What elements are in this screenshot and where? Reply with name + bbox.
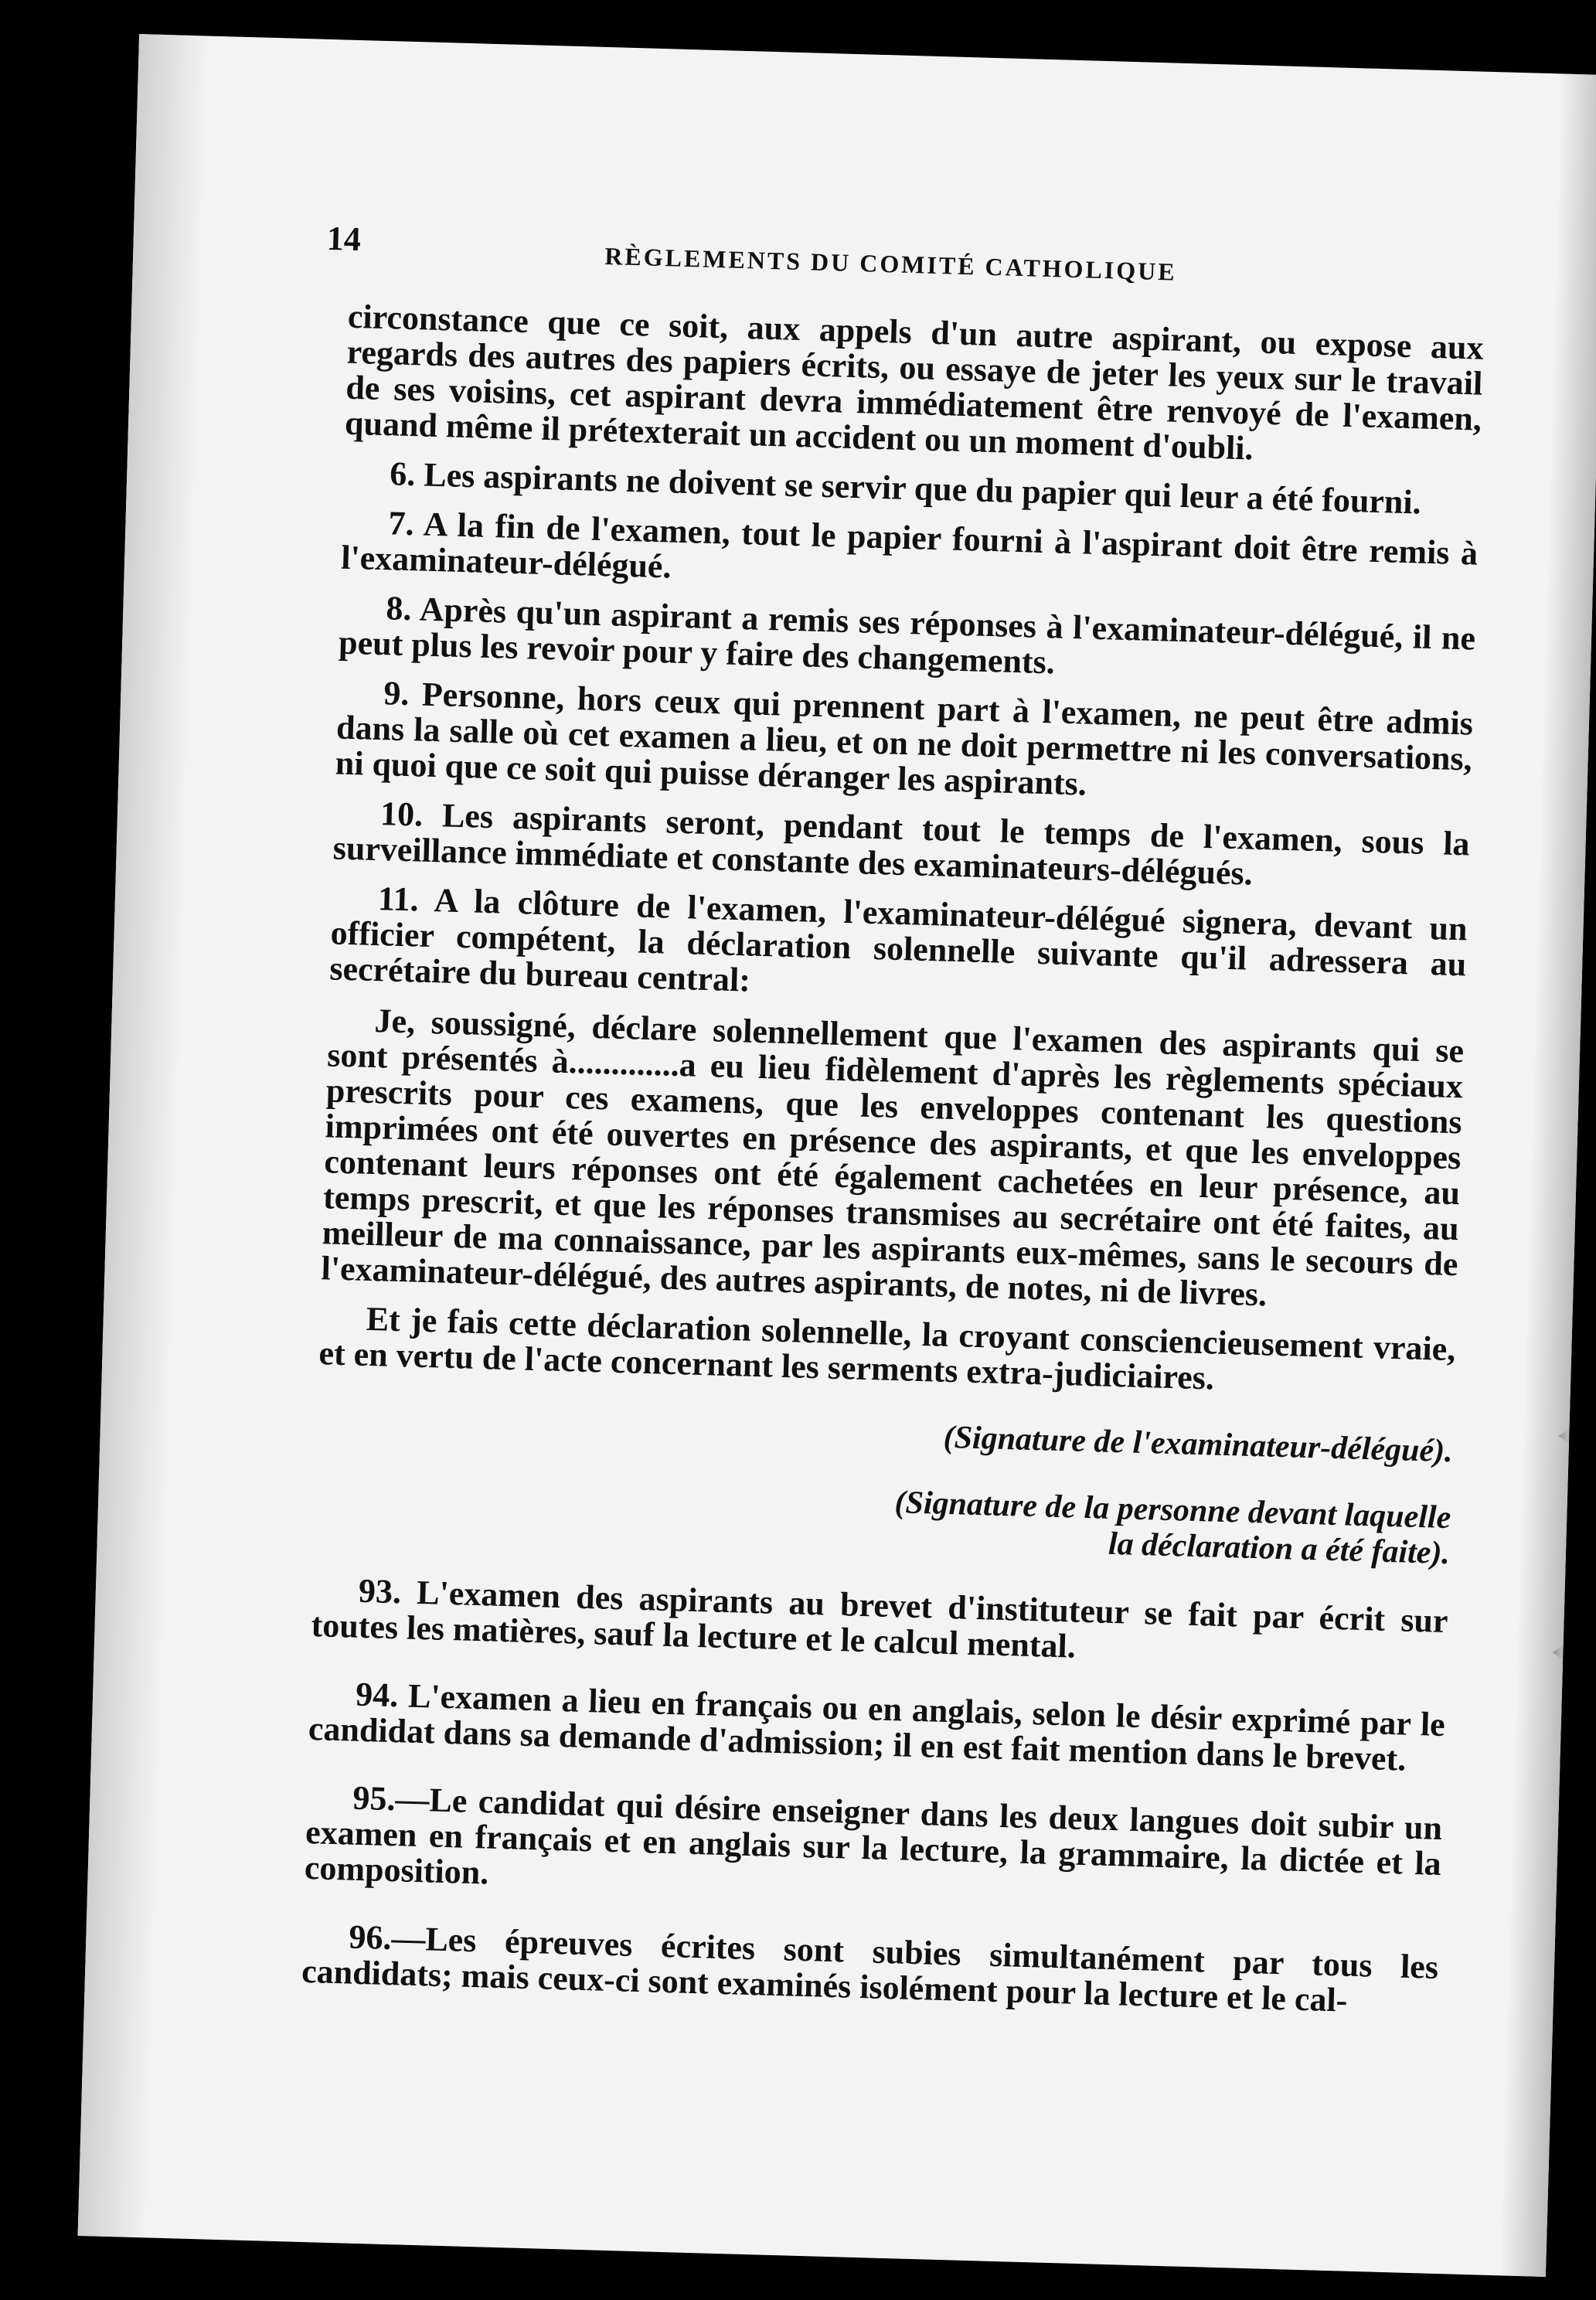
page-edge-marker-icon: [1558, 1419, 1585, 1454]
article-95: 95.—Le candidat qui désire enseigner dans les deux langues doit subir un examen en français et en anglais sur la lecture, la grammaire, la dictée et la composition.: [304, 1778, 1443, 1892]
article-94: 94. L'examen a lieu en français ou en anglais, selon le désir exprimé par le candidat dans sa demande d'admission; il en est fait mention dans le brevet.: [308, 1675, 1446, 1778]
article-93: 93. L'examen des aspirants au brevet d'instituteur se fait par écrit sur toutes les matières, sauf la lecture et le calcul mental.: [311, 1571, 1449, 1665]
article-96: 96.—Les épreuves écrites sont subies simultanément par tous les candidats; mais ceux-ci sont examinés isolément pour la lecture et le cal-: [301, 1917, 1439, 2019]
page-number: 14: [326, 219, 362, 259]
paragraph-rule-11: 11. A la clôture de l'examen, l'examinateur-délégué signera, devant un officier compétent, la déclaration solennelle suivante qu'il adressera au secrétaire du bureau central:: [328, 880, 1468, 999]
paragraph-rule-9: 9. Personne, hors ceux qui prennent part à l'examen, ne peut être admis dans la salle où cet examen a lieu, et on ne doit permettre ni les conversations, ni quoi que ce soit qui puisse déranger les aspirants.: [335, 674, 1474, 803]
paragraph-rule-7: 7. A la fin de l'examen, tout le papier fourni à l'aspirant doit être remis à l'examinateur-délégué.: [340, 504, 1479, 586]
paragraph-rule-10: 10. Les aspirants seront, pendant tout le temps de l'examen, sous la surveillance immédiate et constante des examinateurs-délégués.: [332, 794, 1471, 893]
declaration-closing: Et je fais cette déclaration solennelle, la croyant consciencieusement vraie, et en vertu de l'acte concernant les serments extra-judiciaires.: [318, 1299, 1456, 1397]
page-header: [326, 219, 1486, 308]
signature-examiner: (Signature de l'examinateur-délégué).: [943, 1419, 1454, 1470]
paragraph-rule-6: 6. Les aspirants ne doivent se servir que du papier qui leur a été fourni.: [389, 454, 1422, 522]
declaration-body: Je, soussigné, déclare solennellement que l'examen des aspirants qui se sont présentés à.............a eu lieu fidèlement d'après les règlements spéciaux prescrits pour ces examens, que les enveloppes contenant les questions imprimées ont été ouvertes en présence des aspirants, et que les enveloppes contenant leurs réponses ont été également cachetées en leur présence, au temps prescrit, et que les réponses transmises au secrétaire ont été faites, au meilleur de ma connaissance, par les aspirants eux-mêmes, sans le secours de l'examinateur-délégué, des autres aspirants, de notes, ni de livres.: [320, 1002, 1465, 1314]
document-page: [78, 34, 1596, 2277]
running-title: RÈGLEMENTS DU COMITÉ CATHOLIQUE: [604, 241, 1178, 286]
paragraph-continued: circonstance que ce soit, aux appels d'un autre aspirant, ou expose aux regards des autres des papiers écrits, ou essaye de jeter les yeux sur le travail de ses voisins, cet aspirant devra immédiatement être renvoyé de l'examen, quand même il prétexterait un accident ou un moment d'oubli.: [344, 297, 1485, 468]
signature-witness-line-1: (Signature de la personne devant laquelle: [893, 1485, 1451, 1536]
signature-witness-line-2: la déclaration a été faite).: [1108, 1526, 1451, 1572]
page-edge-marker-icon: [1552, 1635, 1579, 1670]
paragraph-rule-8: 8. Après qu'un aspirant a remis ses réponses à l'examinateur-délégué, il ne peut plus les revoir pour y faire des changements.: [338, 589, 1476, 682]
signature-witness: [314, 1468, 1451, 1571]
page-content: [301, 219, 1486, 2035]
